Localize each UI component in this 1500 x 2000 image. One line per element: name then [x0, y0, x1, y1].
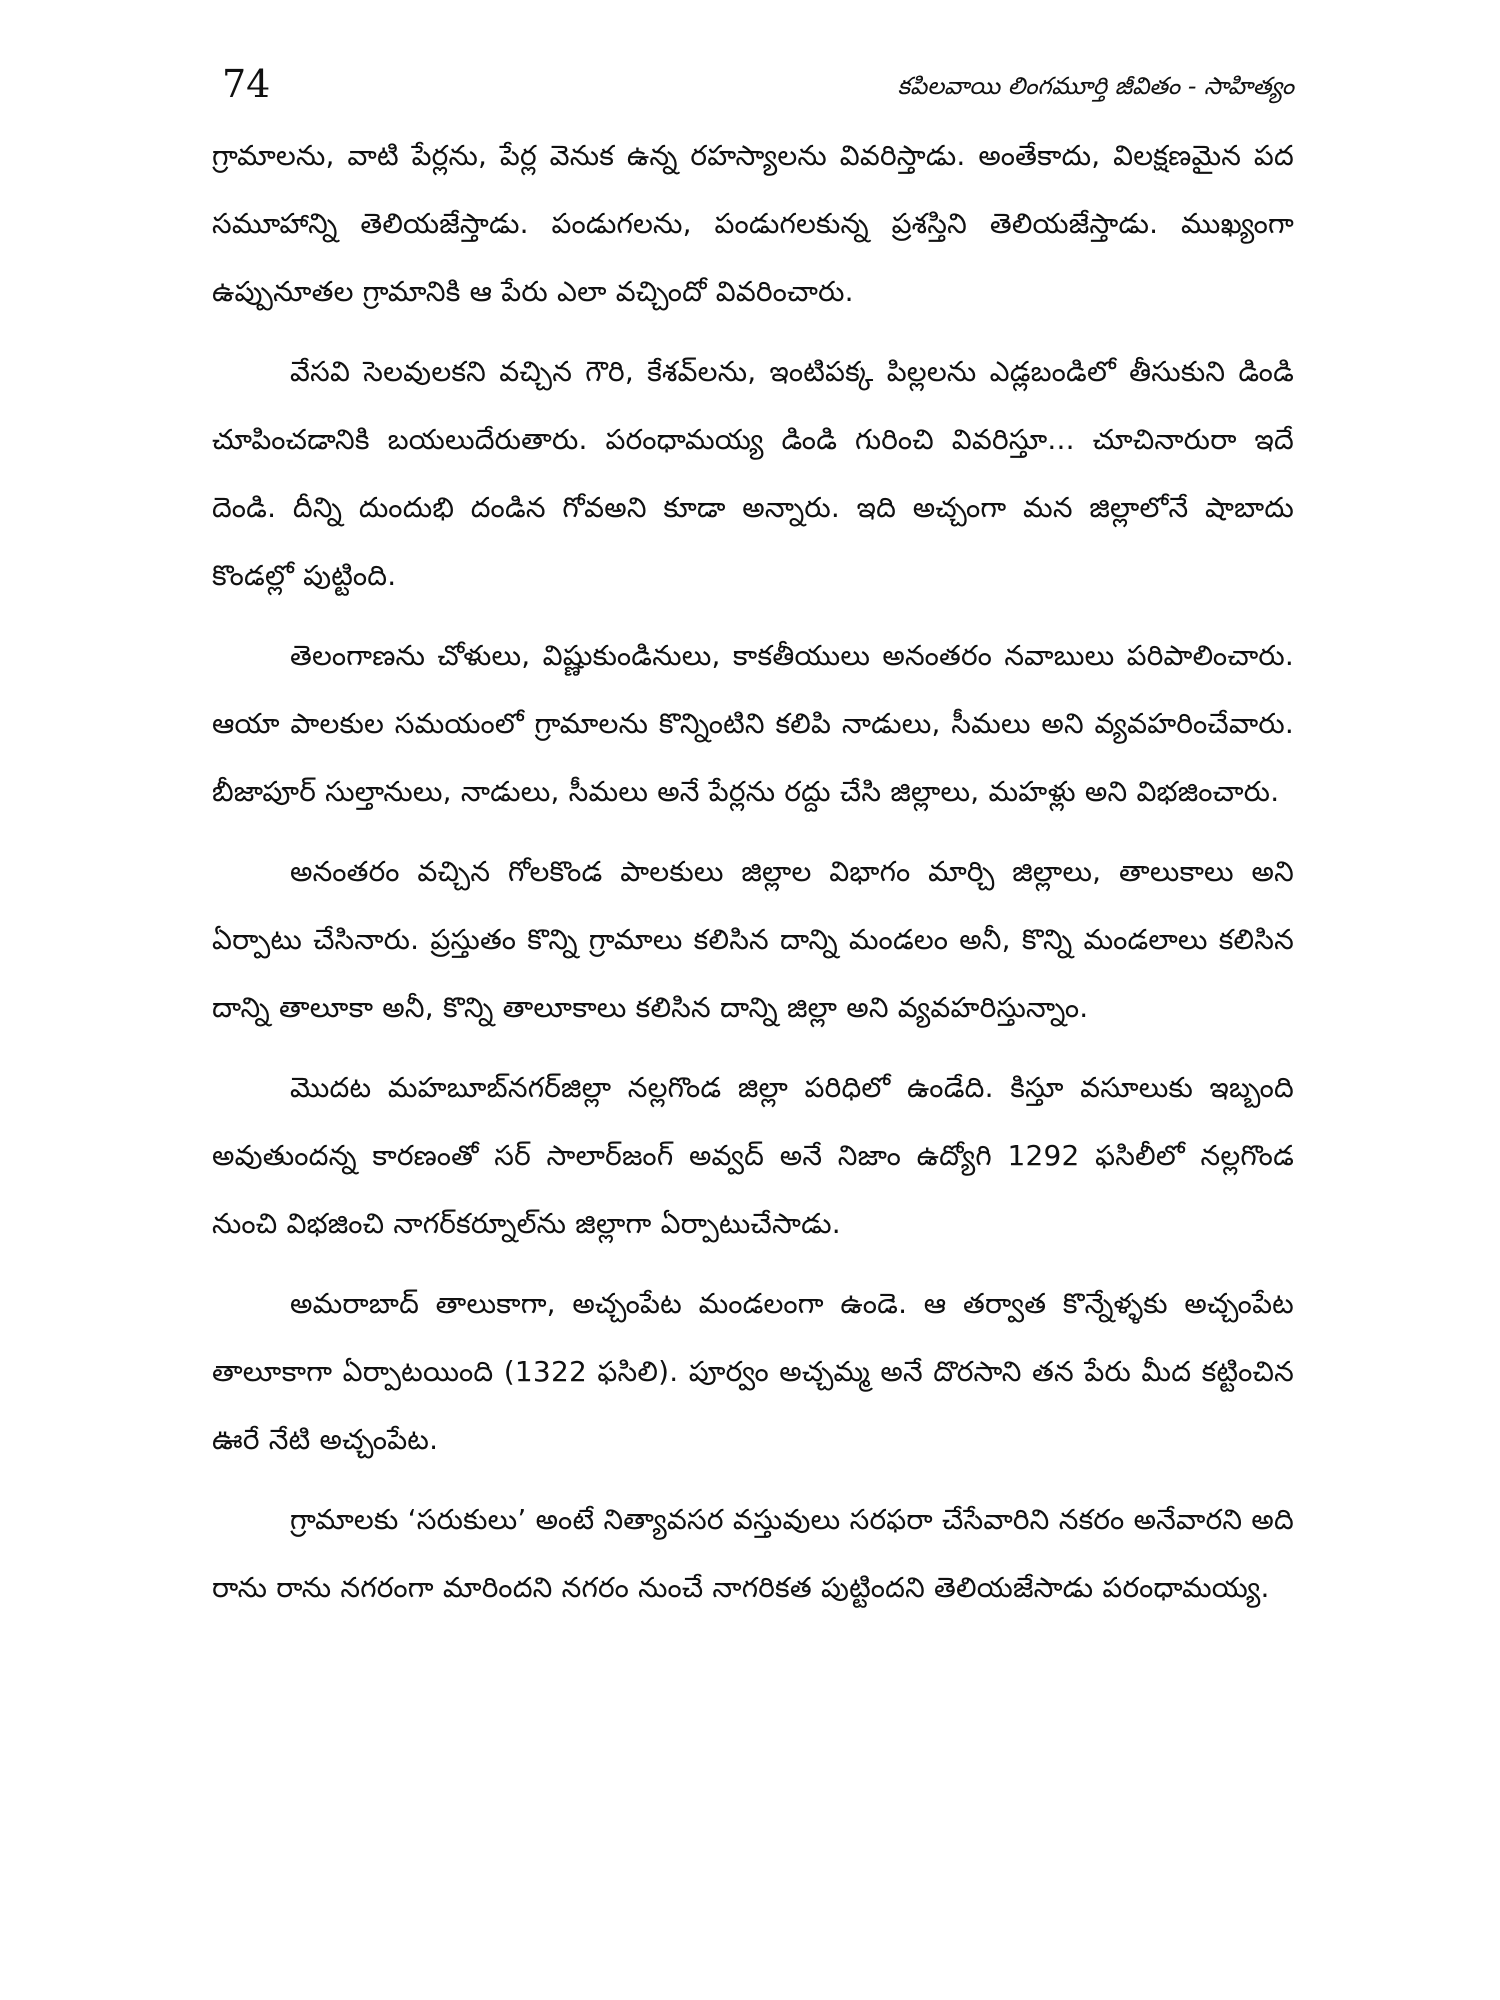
page-header	[212, 62, 1294, 108]
paragraph: మొదట మహబూబ్‌నగర్‌జిల్లా నల్లగొండ జిల్లా పరిధిలో ఉండేది. కిస్తూ వసూలుకు ఇబ్బంది అవుతుందన్న కారణంతో సర్ సాలార్‌జంగ్ అవ్వద్ అనే నిజాం ఉద్యోగి 1292 ఫసిలీలో నల్లగొండ నుంచి విభజించి నాగర్‌కర్నూల్‌ను జిల్లాగా ఏర్పాటుచేసాడు.	[212, 1071, 1294, 1240]
paragraph: అనంతరం వచ్చిన గోలకొండ పాలకులు జిల్లాల విభాగం మార్చి జిల్లాలు, తాలుకాలు అని ఏర్పాటు చేసినారు. ప్రస్తుతం కొన్ని గ్రామాలు కలిసిన దాన్ని మండలం అనీ, కొన్ని మండలాలు కలిసిన దాన్ని తాలూకా అనీ, కొన్ని తాలూకాలు కలిసిన దాన్ని జిల్లా అని వ్యవహరిస్తున్నాం.	[212, 855, 1294, 1024]
page-body	[212, 122, 1294, 1622]
page-number: 74	[222, 62, 271, 106]
paragraph: వేసవి సెలవులకని వచ్చిన గౌరి, కేశవ్‌లను, ఇంటిపక్క పిల్లలను ఎడ్లబండిలో తీసుకుని డిండి చూపించడానికి బయలుదేరుతారు. పరంధామయ్య డిండి గురించి వివరిస్తూ... చూచినారురా ఇదే దెండి. దీన్ని దుందుభి దండిన గోవఅని కూడా అన్నారు. ఇది అచ్చంగా మన జిల్లాలోనే షాబాదు కొండల్లో పుట్టింది.	[212, 355, 1294, 592]
paragraph: అమరాబాద్ తాలుకాగా, అచ్చంపేట మండలంగా ఉండె. ఆ తర్వాత కొన్నేళ్ళకు అచ్చంపేట తాలూకాగా ఏర్పాటయింది (1322 ఫసిలి). పూర్వం అచ్చమ్మ అనే దొరసాని తన పేరు మీద కట్టించిన ఊరే నేటి అచ్చంపేట.	[212, 1287, 1294, 1456]
paragraph: గ్రామాలను, వాటి పేర్లను, పేర్ల వెనుక ఉన్న రహస్యాలను వివరిస్తాడు. అంతేకాదు, విలక్షణమైన పద సమూహాన్ని తెలియజేస్తాడు. పండుగలను, పండుగలకున్న ప్రశస్తిని తెలియజేస్తాడు. ముఖ్యంగా ఉప్పునూతల గ్రామానికి ఆ పేరు ఎలా వచ్చిందో వివరించారు.	[212, 139, 1294, 308]
paragraph: తెలంగాణను చోళులు, విష్ణుకుండినులు, కాకతీయులు అనంతరం నవాబులు పరిపాలించారు. ఆయా పాలకుల సమయంలో గ్రామాలను కొన్నింటిని కలిపి నాడులు, సీమలు అని వ్యవహరించేవారు. బీజాపూర్ సుల్తానులు, నాడులు, సీమలు అనే పేర్లను రద్దు చేసి జిల్లాలు, మహళ్లు అని విభజించారు.	[212, 639, 1294, 808]
running-title: కపిలవాయి లింగమూర్తి జీవితం - సాహిత్యం	[897, 72, 1294, 100]
paragraph: గ్రామాలకు ‘సరుకులు’ అంటే నిత్యావసర వస్తువులు సరఫరా చేసేవారిని నకరం అనేవారని అది రాను రాను నగరంగా మారిందని నగరం నుంచే నాగరికత పుట్టిందని తెలియజేసాడు పరంధామయ్య.	[212, 1503, 1294, 1604]
